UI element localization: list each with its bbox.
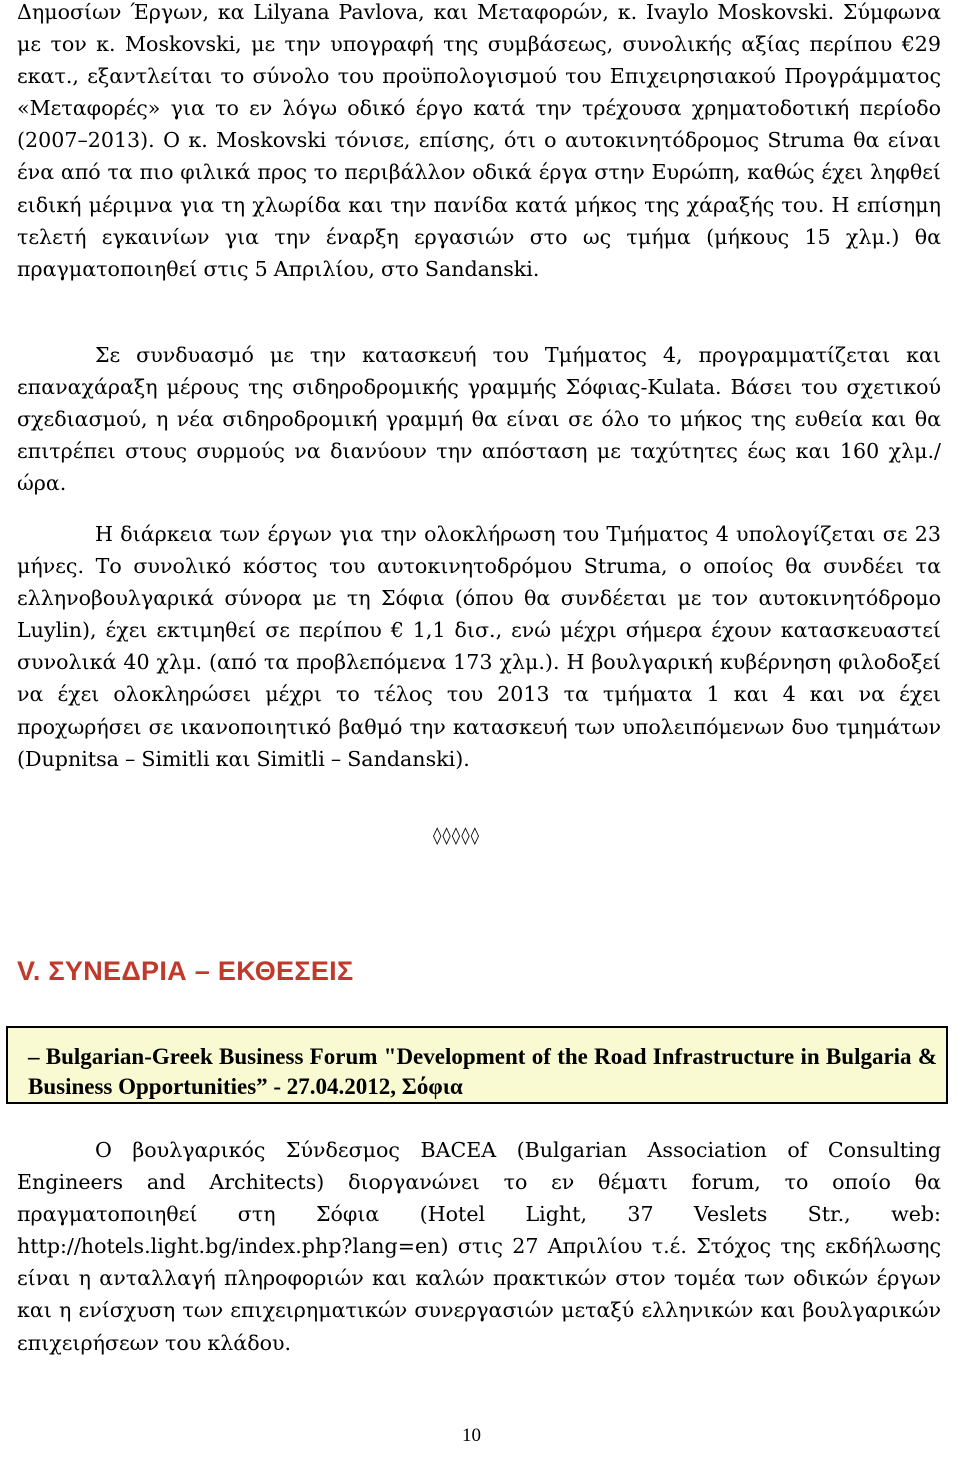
paragraph-railway-realignment: Σε συνδυασμό με την κατασκευή του Τμήματος 4, προγραμματίζεται και επαναχάραξη μέρους της σιδηροδρομικής γραμμής Σόφιας-Kulata. Βάσει του σχετικού σχεδιασμού, η νέα σιδηροδρομική γραμμή θα είναι σε όλο το μήκος της ευθεία και θα επιτρέπει στους συρμούς να διανύουν την απόσταση με ταχύτητες έως και 160 χλμ./ώρα. (17, 343, 941, 496)
paragraph-struma-contract: Δημοσίων Έργων, κα Lilyana Pavlova, και Μεταφορών, κ. Ivaylo Moskovski. Σύμφωνα με τον κ. Moskovski, με την υπογραφή της συμβάσεως, συνολικής αξίας περίπου €29 εκατ., εξαντλείται το σύνολο του προϋπολογισμού του Επιχειρησιακού Προγράμματος «Μεταφορές» για το εν λόγω οδικό έργο κατά την τρέχουσα χρηματοδοτική περίοδο (2007–2013). Ο κ. Moskovski τόνισε, επίσης, ότι ο αυτοκινητόδρομος Struma θα είναι ένα από τα πιο φιλικά προς το περιβάλλον οδικά έργα στην Ευρώπη, καθώς έχει ληφθεί ειδική μέριμνα για τη χλωρίδα και την πανίδα κατά μήκος της χάραξής του. Η επίσημη τελετή εγκαινίων για την έναρξη εργασιών στο ως τμήμα (μήκους 15 χλμ.) θα πραγματοποιηθεί στις 5 Απριλίου, στο Sandanski. (17, 0, 941, 281)
event-title-box: – Bulgarian-Greek Business Forum "Development of the Road Infrastructure in Bulgaria & Business Opportunities” - 27.04.2012, Σόφια (6, 1026, 948, 1104)
section-heading: V. ΣΥΝΕΔΡΙΑ – ΕΚΘΕΣΕΙΣ (17, 956, 354, 986)
paragraph-bacea-forum: Ο βουλγαρικός Σύνδεσμος BACEA (Bulgarian Association of Consulting Engineers and Architects) διοργανώνει το εν θέματι forum, το οποίο θα πραγματοποιηθεί στη Σόφια (Hotel Light, 37 Veslets Str., web: http://hotels.light.bg/index.php?lang=en) στις 27 Απριλίου τ.έ. Στόχος της εκδήλωσης είναι η ανταλλαγή πληροφοριών και καλών πρακτικών στον τομέα των οδικών έργων και η ενίσχυση των επιχειρηματικών συνεργασιών μεταξύ ελληνικών και βουλγαρικών επιχειρήσεων του κλάδου. (17, 1138, 941, 1355)
paragraph-project-duration: Η διάρκεια των έργων για την ολοκλήρωση του Τμήματος 4 υπολογίζεται σε 23 μήνες. Το συνολικό κόστος του αυτοκινητοδρόμου Struma, ο οποίος θα συνδέει τα ελληνοβουλγαρικά σύνορα με τη Σόφια (όπου θα συνδέεται με τον αυτοκινητόδρομο Luylin), έχει εκτιμηθεί σε περίπου € 1,1 δισ., ενώ μέχρι σήμερα έχουν κατασκευαστεί συνολικά 40 χλμ. (από τα προβλεπόμενα 173 χλμ.). Η βουλγαρική κυβέρνηση φιλοδοξεί να έχει ολοκληρώσει μέχρι το τέλος του 2013 τα τμήματα 1 και 4 και να έχει προχωρήσει σε ικανοποιητικό βαθμό την κατασκευή των υπολειπόμενων δυο τμημάτων (Dupnitsa – Simitli και Simitli – Sandanski). (17, 522, 941, 771)
page-number: 10 (462, 1425, 481, 1446)
section-separator: ◊◊◊◊◊ (433, 826, 481, 846)
